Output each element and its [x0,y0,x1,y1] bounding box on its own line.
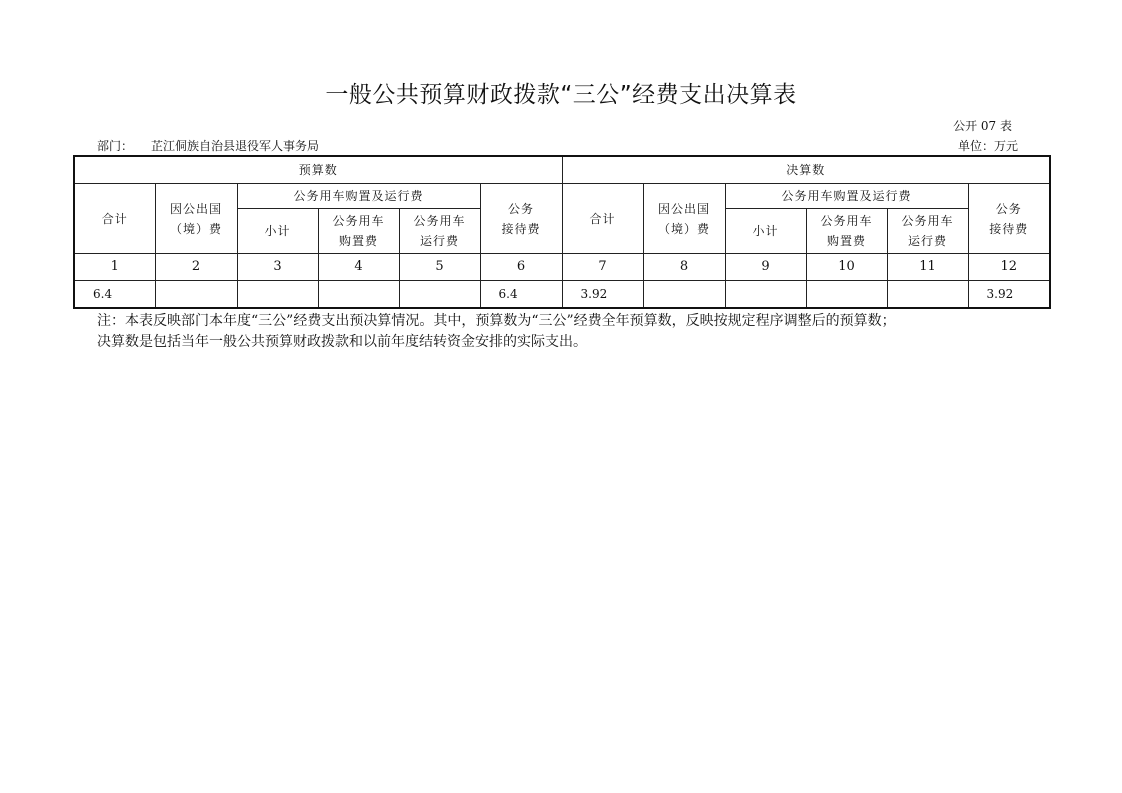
col-number-2: 2 [155,254,237,281]
col-number-10: 10 [806,254,887,281]
header-budget-vehicle-group: 公务用车购置及运行费 [237,184,480,209]
col-number-8: 8 [643,254,725,281]
page-title: 一般公共预算财政拨款“三公”经费支出决算表 [325,82,797,108]
header-budget-reception: 公务 接待费 [480,184,562,254]
department-line [97,137,319,154]
col-number-1: 1 [74,254,155,281]
col-number-11: 11 [887,254,968,281]
value-budget-vehicle-run [399,281,480,309]
col-number-6: 6 [480,254,562,281]
header-final-reception: 公务 接待费 [968,184,1050,254]
header-final-vehicle-buy: 公务用车 购置费 [806,209,887,254]
footnote-line-2: 决算数是包括当年一般公共预算财政拨款和以前年度结转资金安排的实际支出。 [97,334,587,350]
header-final-vehicle-run: 公务用车 运行费 [887,209,968,254]
value-final-reception: 3.92 [968,281,1050,309]
header-final-total: 合计 [562,184,643,254]
header-final-subtotal: 小计 [725,209,806,254]
department-name: 芷江侗族自治县退役军人事务局 [151,139,320,153]
value-budget-subtotal [237,281,318,309]
value-final-total: 3.92 [562,281,643,309]
value-final-subtotal [725,281,806,309]
value-final-abroad [643,281,725,309]
col-number-7: 7 [562,254,643,281]
form-number: 公开 07 表 [953,119,1012,133]
col-number-5: 5 [399,254,480,281]
header-budget-abroad: 因公出国 （境）费 [155,184,237,254]
col-number-9: 9 [725,254,806,281]
header-budget-subtotal: 小计 [237,209,318,254]
department-label: 部门： [97,139,134,153]
value-final-vehicle-run [887,281,968,309]
header-budget-total: 合计 [74,184,155,254]
header-budget-vehicle-buy: 公务用车 购置费 [318,209,399,254]
value-budget-reception: 6.4 [480,281,562,309]
value-budget-abroad [155,281,237,309]
header-final-abroad: 因公出国 （境）费 [643,184,725,254]
final-group-header: 决算数 [562,156,1050,184]
value-final-vehicle-buy [806,281,887,309]
col-number-3: 3 [237,254,318,281]
budget-group-header: 预算数 [74,156,562,184]
footnote-line-1: 注：本表反映部门本年度“三公”经费支出预决算情况。其中，预算数为“三公”经费全年预算数，反映按规定程序调整后的预算数； [97,313,896,329]
col-number-4: 4 [318,254,399,281]
header-final-vehicle-group: 公务用车购置及运行费 [725,184,968,209]
header-budget-vehicle-run: 公务用车 运行费 [399,209,480,254]
table-footnote [97,311,1037,353]
value-budget-vehicle-buy [318,281,399,309]
unit-label: 单位：万元 [957,139,1018,153]
value-budget-total: 6.4 [74,281,155,309]
three-public-expense-table [73,155,1051,309]
col-number-12: 12 [968,254,1050,281]
